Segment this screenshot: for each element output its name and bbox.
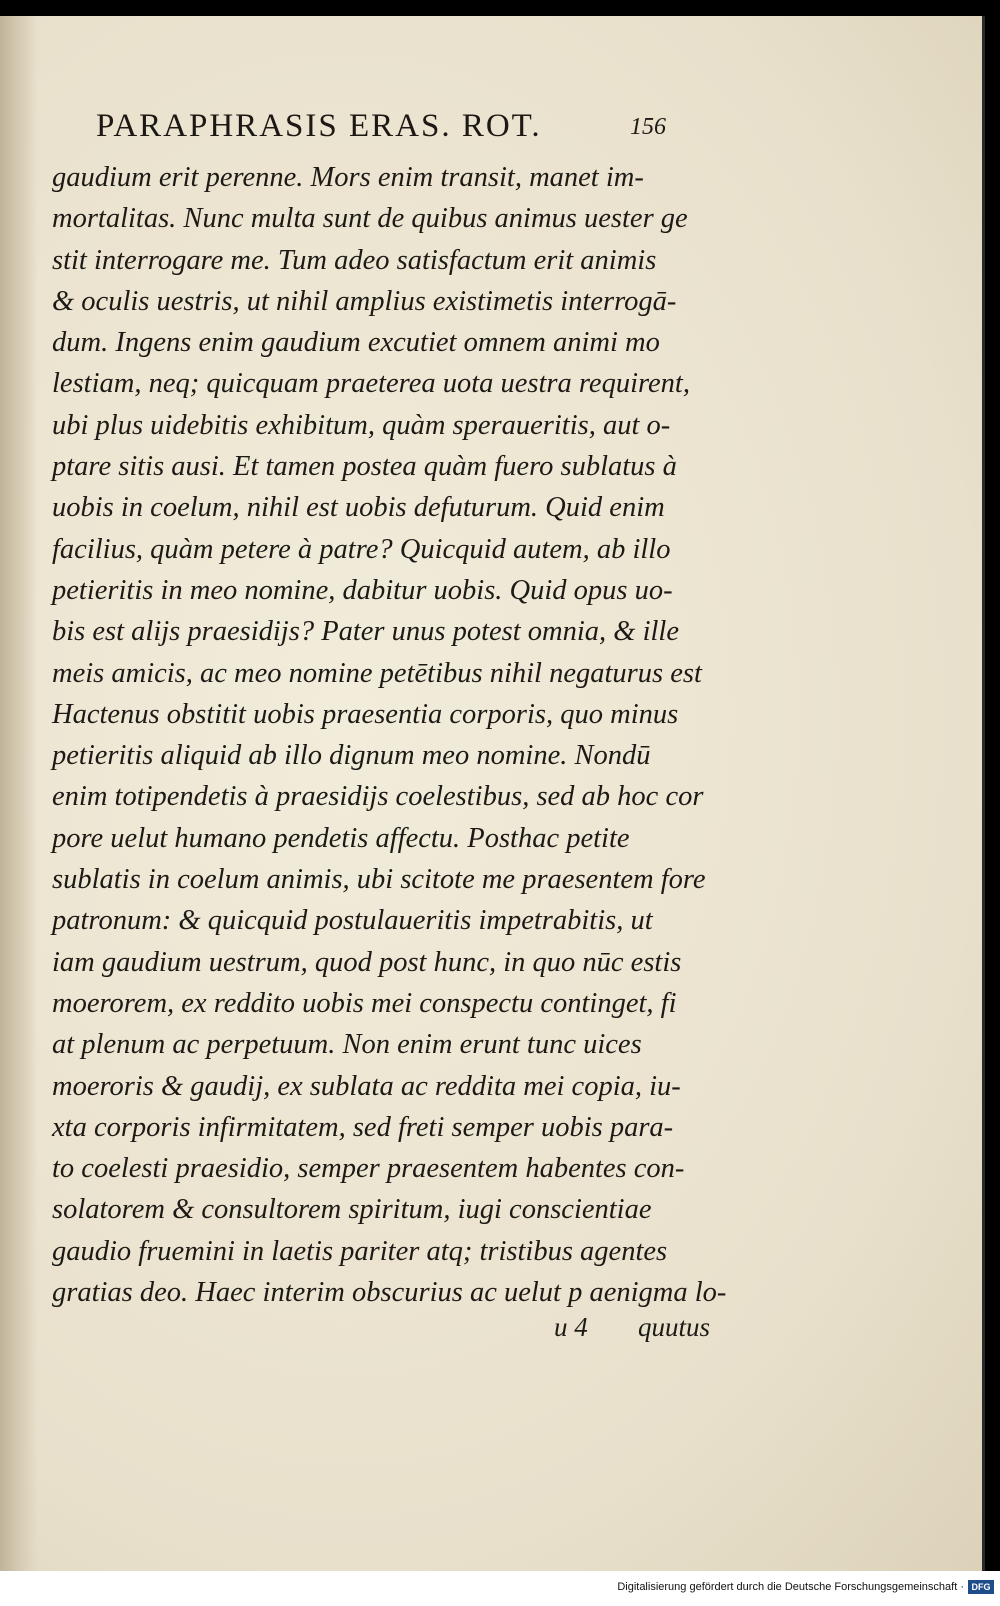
text-line: Hactenus obstitit uobis praesentia corporis, quo minus xyxy=(52,698,679,730)
page-number: 156 xyxy=(630,114,666,140)
page-gutter-shadow xyxy=(0,16,38,1571)
body-text xyxy=(52,157,742,1313)
text-line: uobis in coelum, nihil est uobis defuturum. Quid enim xyxy=(52,492,665,524)
text-line: stit interrogare me. Tum adeo satisfactum erit animis xyxy=(52,244,657,276)
text-line: xta corporis infirmitatem, sed freti semper uobis para- xyxy=(52,1111,674,1143)
text-line: iam gaudium uestrum, quod post hunc, in quo nūc estis xyxy=(52,946,682,978)
footer-bar xyxy=(0,1571,1000,1606)
text-line: petieritis in meo nomine, dabitur uobis. Quid opus uo- xyxy=(52,574,673,606)
signature-mark: u 4 xyxy=(554,1312,588,1342)
page-header xyxy=(96,108,696,158)
text-line: moeroris & gaudij, ex sublata ac reddita mei copia, iu- xyxy=(52,1070,681,1102)
text-line: to coelesti praesidio, semper praesentem habentes con- xyxy=(52,1153,685,1185)
running-title: PARAPHRASIS ERAS. ROT. xyxy=(96,108,542,144)
text-line: gaudio fruemini in laetis pariter atq; tristibus agentes xyxy=(52,1235,668,1267)
funding-credit: Digitalisierung gefördert durch die Deutsche Forschungsgemeinschaft · xyxy=(617,1581,964,1593)
text-line: moerorem, ex reddito uobis mei conspectu continget, fi xyxy=(52,987,677,1019)
text-line: enim totipendetis à praesidijs coelestibus, sed ab hoc cor xyxy=(52,781,704,813)
book-page xyxy=(0,16,985,1571)
text-line: petieritis aliquid ab illo dignum meo nomine. Nondū xyxy=(52,740,651,772)
text-line: gaudium erit perenne. Mors enim transit, manet im- xyxy=(52,162,644,193)
text-line: ubi plus uidebitis exhibitum, quàm speraueritis, aut o- xyxy=(52,409,671,441)
text-line: ptare sitis ausi. Et tamen postea quàm fuero sublatus à xyxy=(52,451,677,483)
text-line: solatorem & consultorem spiritum, iugi conscientiae xyxy=(52,1194,652,1226)
text-line: at plenum ac perpetuum. Non enim erunt tunc uices xyxy=(52,1029,642,1061)
text-line: mortalitas. Nunc multa sunt de quibus animus uester ge xyxy=(52,203,688,235)
text-line: bis est alijs praesidijs? Pater unus potest omnia, & ille xyxy=(52,616,679,648)
text-line: dum. Ingens enim gaudium excutiet omnem animi mo xyxy=(52,327,660,359)
text-line: gratias deo. Haec interim obscurius ac uelut p aenigma lo- xyxy=(52,1277,727,1309)
catchword: quutus xyxy=(638,1312,711,1342)
text-line: pore uelut humano pendetis affectu. Posthac petite xyxy=(52,822,630,854)
text-line: meis amicis, ac meo nomine petētibus nihil negaturus est xyxy=(52,657,702,689)
text-line: lestiam, neq; quicquam praeterea uota uestra requirent, xyxy=(52,368,690,400)
text-line: sublatis in coelum animis, ubi scitote me praesentem fore xyxy=(52,864,706,896)
text-line: patronum: & quicquid postulaueritis impetrabitis, ut xyxy=(52,905,653,937)
text-line: & oculis uestris, ut nihil amplius existimetis interrogā- xyxy=(52,285,677,317)
dfg-logo-icon: DFG xyxy=(968,1580,994,1594)
text-line: facilius, quàm petere à patre? Quicquid autem, ab illo xyxy=(52,533,671,565)
